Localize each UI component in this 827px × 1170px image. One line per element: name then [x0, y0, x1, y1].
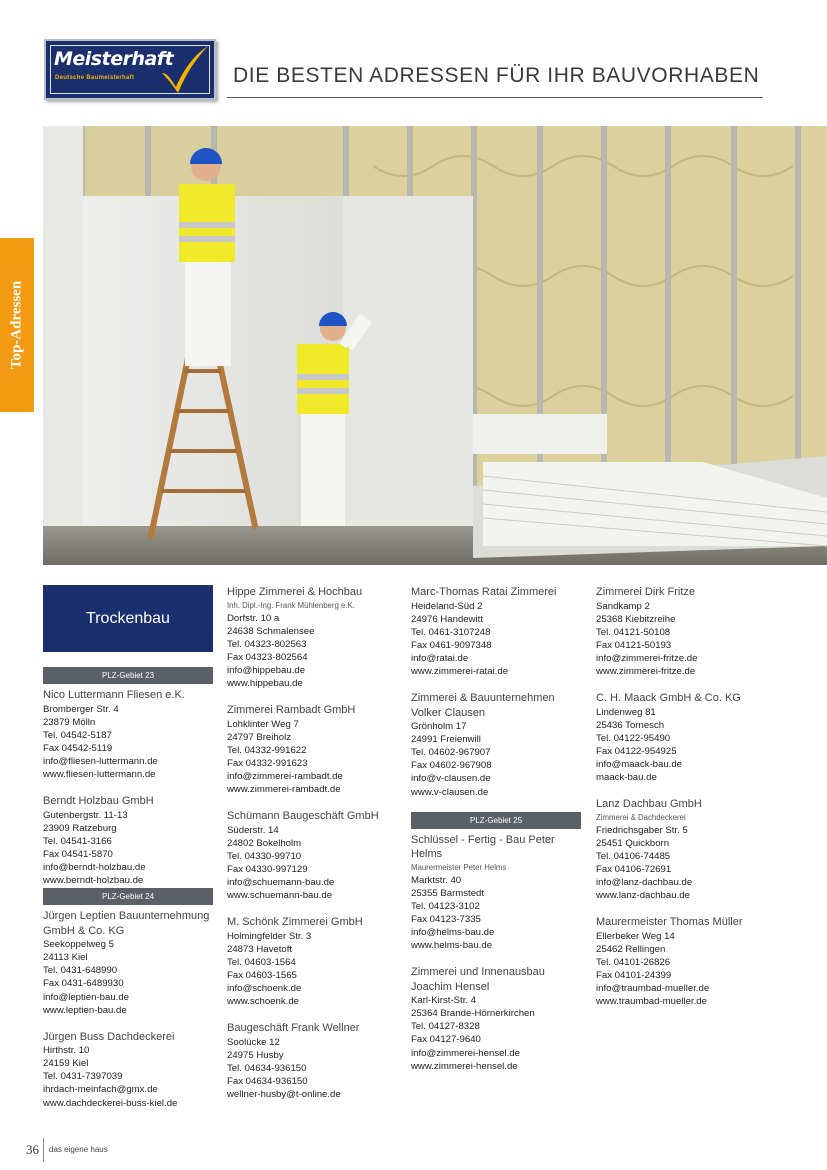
- hero-photo: [43, 126, 827, 565]
- phone-line: Tel. 04330-99710: [227, 850, 302, 862]
- address-entry: [596, 915, 766, 1008]
- phone-line: Tel. 04541-3166: [43, 835, 112, 847]
- company-name: M. Schönk Zimmerei GmbH: [227, 916, 363, 929]
- company-subtitle: Zimmerei & Dachdeckerei: [596, 812, 686, 822]
- address-line: Heideland-Süd 2: [411, 600, 483, 612]
- email-line: info@traumbad-mueller.de: [596, 983, 710, 995]
- fax-line: Fax 04634-936150: [227, 1076, 308, 1088]
- email-line: ihrdach-meinfach@gmx.de: [43, 1084, 158, 1096]
- address-line: Karl-Kirst-Str. 4: [411, 995, 477, 1007]
- address-line: Hirthstr. 10: [43, 1045, 90, 1057]
- address-line: Marktstr. 40: [411, 874, 462, 886]
- address-line: 24975 Husby: [227, 1049, 284, 1061]
- address-entry: [227, 585, 397, 690]
- fax-line: Fax 04323-802564: [227, 651, 308, 663]
- fax-line: Fax 04541-5870: [43, 848, 113, 860]
- website-line: www.hippebau.de: [227, 677, 303, 689]
- fax-line: Fax 04603-1565: [227, 969, 297, 981]
- company-name: Zimmerei & Bauunternehmen: [411, 692, 555, 705]
- email-line: info@schoenk.de: [227, 983, 302, 995]
- website-line: www.v-clausen.de: [411, 786, 489, 798]
- fax-line: Fax 04330-997129: [227, 863, 308, 875]
- email-line: info@ratai.de: [411, 652, 469, 664]
- address-line: 25462 Rellingen: [596, 943, 666, 955]
- address-entry: [227, 703, 397, 796]
- category-label: Trockenbau: [86, 609, 170, 627]
- email-line: info@berndt-holzbau.de: [43, 861, 146, 873]
- address-line: Sandkamp 2: [596, 600, 650, 612]
- address-line: Soolücke 12: [227, 1036, 280, 1048]
- email-line: info@zimmerei-rambadt.de: [227, 770, 343, 782]
- address-line: Bromberger Str. 4: [43, 703, 119, 715]
- company-name: Zimmerei und Innenausbau: [411, 966, 545, 979]
- phone-line: Tel. 0431-648990: [43, 965, 118, 977]
- company-subtitle: Inh. Dipl.-Ing. Frank Mühlenberg e.K.: [227, 600, 355, 610]
- address-line: 24797 Breiholz: [227, 731, 292, 743]
- fax-line: Fax 04121-50193: [596, 639, 672, 651]
- company-name: GmbH & Co. KG: [43, 924, 125, 937]
- fax-line: Fax 04542-5119: [43, 742, 113, 754]
- phone-line: Tel. 04634-936150: [227, 1062, 307, 1074]
- address-entry: [596, 797, 766, 902]
- address-entry: [411, 691, 581, 799]
- address-entry: [43, 1030, 213, 1110]
- email-line: info@zimmerei-hensel.de: [411, 1047, 520, 1059]
- company-name: Baugeschäft Frank Wellner: [227, 1022, 360, 1035]
- phone-line: Tel. 0431-7397039: [43, 1071, 123, 1083]
- website-line: www.berndt-holzbau.de: [43, 875, 144, 887]
- email-line: info@v-clausen.de: [411, 773, 491, 785]
- email-line: info@hippebau.de: [227, 664, 306, 676]
- address-line: 24159 Kiel: [43, 1058, 89, 1070]
- company-name: Hippe Zimmerei & Hochbau: [227, 586, 363, 598]
- logo-wordmark: Meisterhaft: [54, 48, 174, 70]
- company-name: Schlüssel - Fertig - Bau Peter Helms: [411, 833, 555, 861]
- phone-line: Tel. 0461-3107248: [411, 626, 491, 638]
- column-2: [227, 585, 397, 1114]
- phone-line: Tel. 04122-95490: [596, 732, 671, 744]
- company-name: Jürgen Buss Dachdeckerei: [43, 1030, 175, 1043]
- side-tab-label: Top-Adressen: [8, 280, 25, 370]
- address-line: 23879 Mölln: [43, 716, 96, 728]
- address-entry: [411, 833, 581, 953]
- phone-line: Tel. 04323-802563: [227, 638, 307, 650]
- address-entry: [43, 688, 213, 781]
- website-line: www.schuemann-bau.de: [227, 890, 333, 902]
- company-name: Zimmerei Dirk Fritze: [596, 586, 695, 598]
- logo-tagline: Deutsche Baumeisterhaft: [55, 75, 135, 81]
- website-line: www.zimmerei-ratai.de: [411, 665, 509, 677]
- column-1: [43, 585, 213, 1123]
- website-line: www.zimmerei-fritze.de: [596, 665, 696, 677]
- company-subtitle: Maurermeister Peter Helms: [411, 862, 507, 872]
- fax-line: Fax 04106-72691: [596, 863, 672, 875]
- address-line: Dorfstr. 10 a: [227, 612, 280, 624]
- phone-line: Tel. 04542-5187: [43, 729, 112, 741]
- email-line: info@fliesen-luttermann.de: [43, 755, 158, 767]
- fax-line: Fax 04101-24399: [596, 969, 672, 981]
- address-entry: [411, 965, 581, 1073]
- website-line: www.traumbad-mueller.de: [596, 996, 707, 1008]
- website-line: www.helms-bau.de: [411, 940, 493, 952]
- website-line: www.leptien-bau.de: [43, 1004, 127, 1016]
- column-4: [596, 585, 766, 1021]
- address-entry: [596, 585, 766, 678]
- address-line: 24991 Freienwill: [411, 734, 481, 746]
- phone-line: Tel. 04332-991622: [227, 744, 307, 756]
- address-line: 24638 Schmalensee: [227, 625, 315, 637]
- address-entry: [43, 909, 213, 1017]
- company-name: Lanz Dachbau GmbH: [596, 798, 702, 811]
- company-name: Marc-Thomas Ratai Zimmerei: [411, 586, 557, 598]
- side-tab: [0, 238, 34, 412]
- company-name: Maurermeister Thomas Müller: [596, 916, 743, 929]
- address-line: Friedrichsgaber Str. 5: [596, 824, 688, 836]
- email-line: info@zimmerei-fritze.de: [596, 652, 698, 664]
- address-line: 25451 Quickborn: [596, 837, 670, 849]
- publication-name: das eigene haus: [49, 1145, 108, 1154]
- website-line: www.dachdeckerei-buss-kiel.de: [43, 1097, 178, 1109]
- phone-line: Tel. 04101-26826: [596, 956, 671, 968]
- column-3: [411, 585, 581, 1086]
- fax-line: Fax 04127-9640: [411, 1034, 481, 1046]
- page-headline: DIE BESTEN ADRESSEN FÜR IHR BAUVORHABEN: [233, 64, 760, 87]
- address-line: 24976 Handewitt: [411, 613, 484, 625]
- checkmark-icon: [154, 43, 210, 95]
- footer-divider: [43, 1138, 44, 1162]
- fax-line: Fax 0461-9097348: [411, 639, 492, 651]
- email-line: info@leptien-bau.de: [43, 991, 130, 1003]
- company-name: Volker Clausen: [411, 706, 485, 719]
- email-line: wellner-husby@t-online.de: [227, 1089, 341, 1101]
- address-entry: [227, 809, 397, 902]
- address-entry: [596, 691, 766, 784]
- address-line: 24873 Havetoft: [227, 943, 293, 955]
- website-line: maack-bau.de: [596, 772, 657, 784]
- address-line: 25355 Barmstedt: [411, 887, 485, 899]
- address-line: Ellerbeker Weg 14: [596, 930, 675, 942]
- phone-line: Tel. 04106-74485: [596, 850, 671, 862]
- address-line: Gutenbergstr. 11-13: [43, 809, 128, 821]
- fax-line: Fax 04602-967908: [411, 760, 492, 772]
- address-line: Seekoppelweg 5: [43, 939, 114, 951]
- company-name: Schümann Baugeschäft GmbH: [227, 810, 379, 823]
- fax-line: Fax 04332-991623: [227, 757, 308, 769]
- company-name: Berndt Holzbau GmbH: [43, 795, 154, 808]
- website-line: www.zimmerei-rambadt.de: [227, 784, 341, 796]
- phone-line: Tel. 04121-50108: [596, 626, 671, 638]
- website-line: www.fliesen-luttermann.de: [43, 768, 156, 780]
- website-line: www.schoenk.de: [227, 996, 299, 1008]
- category-box: [43, 585, 213, 652]
- phone-line: Tel. 04127-8328: [411, 1021, 480, 1033]
- plz-header: PLZ-Gebiet 24: [43, 888, 213, 905]
- address-line: Lindenweg 81: [596, 706, 656, 718]
- address-entry: [227, 1021, 397, 1101]
- address-line: 25368 Kiebitzreihe: [596, 613, 676, 625]
- company-name: C. H. Maack GmbH & Co. KG: [596, 692, 741, 705]
- website-line: www.lanz-dachbau.de: [596, 890, 690, 902]
- headline-rule: [227, 97, 763, 98]
- website-line: www.zimmerei-hensel.de: [411, 1060, 518, 1072]
- address-entry: [43, 794, 213, 887]
- phone-line: Tel. 04602-967907: [411, 747, 491, 759]
- address-line: Süderstr. 14: [227, 824, 279, 836]
- fax-line: Fax 0431-6489930: [43, 978, 124, 990]
- address-line: Lohklinter Weg 7: [227, 718, 299, 730]
- email-line: info@maack-bau.de: [596, 758, 683, 770]
- fax-line: Fax 04123-7335: [411, 913, 481, 925]
- plz-header: PLZ-Gebiet 23: [43, 667, 213, 684]
- phone-line: Tel. 04123-3102: [411, 900, 480, 912]
- company-name: Nico Luttermann Fliesen e.K.: [43, 689, 185, 701]
- email-line: info@helms-bau.de: [411, 927, 495, 938]
- address-line: Grönholm 17: [411, 721, 467, 733]
- page-number: 36: [26, 1142, 39, 1157]
- plz-header: PLZ-Gebiet 25: [411, 812, 581, 829]
- address-line: 24802 Bokelholm: [227, 837, 302, 849]
- address-line: 23909 Ratzeburg: [43, 822, 117, 834]
- email-line: info@lanz-dachbau.de: [596, 877, 693, 888]
- meisterhaft-logo: [44, 39, 216, 100]
- address-line: 25364 Brande-Hörnerkirchen: [411, 1008, 535, 1020]
- address-entry: [411, 585, 581, 678]
- company-name: Joachim Hensel: [411, 980, 490, 993]
- company-name: Jürgen Leptien Bauunternehmung: [43, 910, 210, 923]
- address-line: Holmingfelder Str. 3: [227, 930, 312, 942]
- address-line: 24113 Kiel: [43, 952, 88, 964]
- email-line: info@schuemann-bau.de: [227, 877, 335, 888]
- fax-line: Fax 04122-954925: [596, 745, 677, 757]
- phone-line: Tel. 04603-1564: [227, 956, 296, 968]
- address-line: 25436 Tornesch: [596, 719, 665, 731]
- address-entry: [227, 915, 397, 1008]
- company-name: Zimmerei Rambadt GmbH: [227, 704, 356, 717]
